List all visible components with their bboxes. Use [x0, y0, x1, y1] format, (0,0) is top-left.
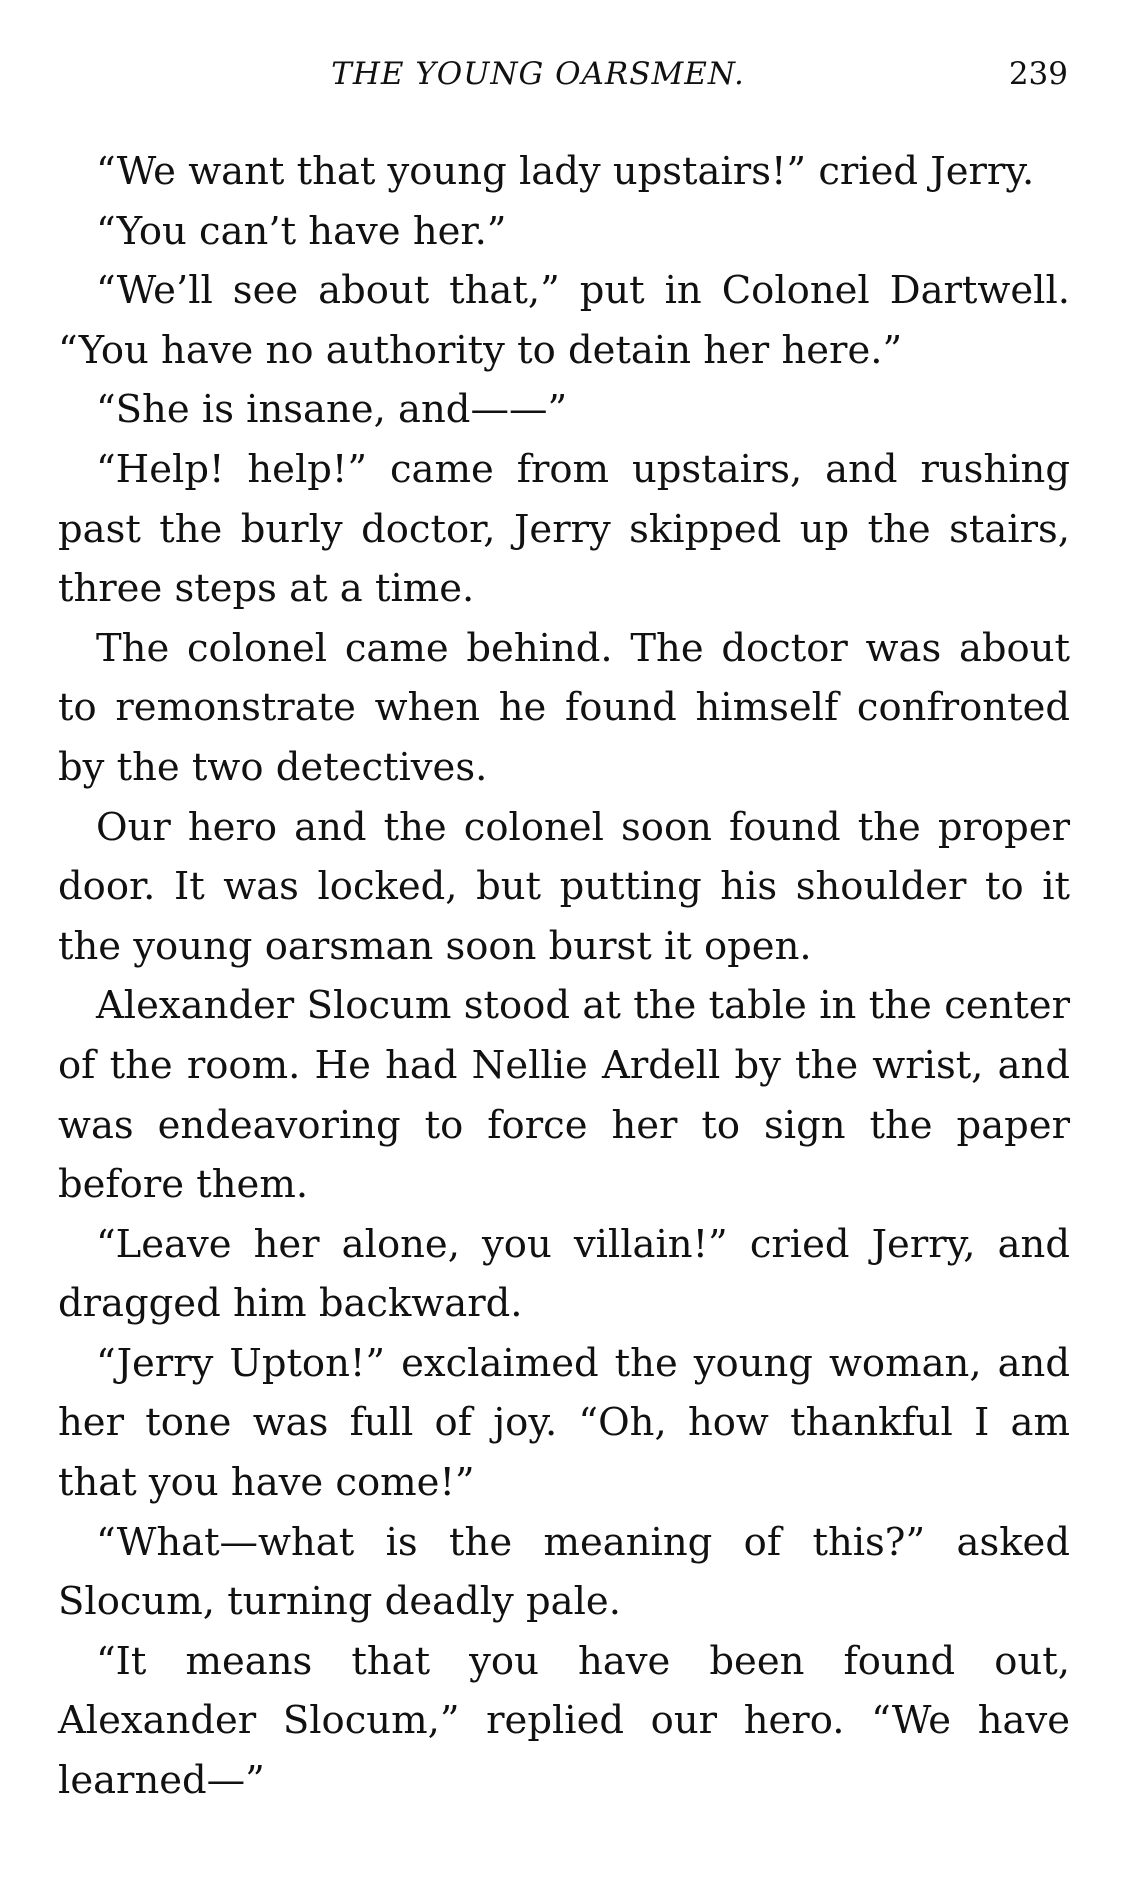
paragraph: “Leave her alone, you villain!” cried Jerry, and dragged him backward.: [58, 1221, 1070, 1327]
paragraph: “It means that you have been found out, Alexander Slocum,” replied our hero. “We have learned—”: [58, 1638, 1070, 1804]
paragraph: “Jerry Upton!” exclaimed the young woman, and her tone was full of joy. “Oh, how thankful I am that you have come!”: [58, 1340, 1070, 1506]
paragraph: “Help! help!” came from upstairs, and rushing past the burly doctor, Jerry skipped up the stairs, three steps at a time.: [58, 446, 1070, 612]
running-title: THE YOUNG OARSMEN.: [331, 56, 745, 92]
paragraph: “We want that young lady upstairs!” cried Jerry.: [96, 149, 1035, 194]
page-number: 239: [1008, 56, 1068, 92]
paragraph: “What—what is the meaning of this?” asked Slocum, turning deadly pale.: [58, 1519, 1070, 1625]
paragraph: Alexander Slocum stood at the table in the center of the room. He had Nellie Ardell by the wrist, and was endeavoring to force her to sign the paper before them.: [58, 983, 1070, 1208]
paragraph: “You can’t have her.”: [96, 208, 507, 254]
running-head: [58, 56, 1068, 100]
paragraph: “We’ll see about that,” put in Colonel Dartwell. “You have no authority to detain her here.”: [58, 268, 1070, 373]
paragraph: “She is insane, and——”: [96, 387, 568, 433]
paragraph: Our hero and the colonel soon found the proper door. It was locked, but putting his shoulder to it the young oarsman soon burst it open.: [58, 804, 1070, 969]
body-text: [58, 142, 1070, 1811]
paragraph: The colonel came behind. The doctor was about to remonstrate when he found himself confronted by the two detectives.: [58, 625, 1070, 790]
